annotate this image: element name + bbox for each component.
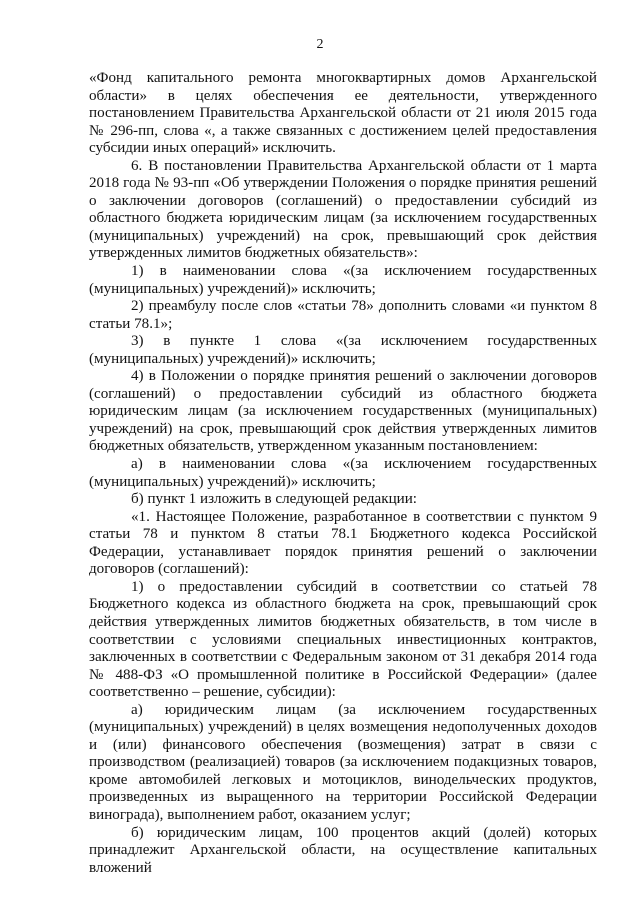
paragraph-subitem-1: 1) в наименовании слова «(за исключением государственных (муниципальных) учреждений)» исключить; bbox=[89, 263, 597, 297]
paragraph-fund-clause: «Фонд капитального ремонта многоквартирных домов Архангельской области» в целях обеспечения ее деятельности, утвержденного постановлением Правительства Архангельской области от 21 июля 2015 года № 296-пп, слова «, а также связанных с достижением целей предоставления субсидии иных операций» исключить. bbox=[89, 70, 597, 157]
document-body bbox=[89, 70, 597, 877]
paragraph-item-6: 6. В постановлении Правительства Архангельской области от 1 марта 2018 года № 93-пп «Об утверждении Положения о порядке принятия решений о заключении договоров (соглашений) о предоставлении субсидий из областного бюджета юридическим лицам (за исключением государственных (муниципальных) учреждений) на срок, превышающий срок действия утвержденных лимитов бюджетных обязательств»: bbox=[89, 157, 597, 262]
paragraph-new-point-1-1b: б) юридическим лицам, 100 процентов акций (долей) которых принадлежит Архангельской области, на осуществление капитальных вложений bbox=[89, 824, 597, 876]
paragraph-new-point-1: «1. Настоящее Положение, разработанное в соответствии с пунктом 9 статьи 78 и пунктом 8 статьи 78.1 Бюджетного кодекса Российской Федерации, устанавливает порядок принятия решений о заключении договоров (соглашений): bbox=[89, 508, 597, 578]
page-number: 2 bbox=[316, 37, 324, 52]
paragraph-subitem-4b: б) пункт 1 изложить в следующей редакции: bbox=[131, 491, 417, 508]
paragraph-subitem-3: 3) в пункте 1 слова «(за исключением государственных (муниципальных) учреждений)» исключить; bbox=[89, 333, 597, 367]
paragraph-subitem-4: 4) в Положении о порядке принятия решений о заключении договоров (соглашений) о предоставлении субсидий из областного бюджета юридическим лицам (за исключением государственных (муниципальных) учреждений) на срок, превышающий срок действия утвержденных лимитов бюджетных обязательств, утвержденном указанным постановлением: bbox=[89, 368, 597, 455]
paragraph-subitem-4a: а) в наименовании слова «(за исключением государственных (муниципальных) учреждений)» исключить; bbox=[89, 456, 597, 490]
paragraph-new-point-1-1: 1) о предоставлении субсидий в соответствии со статьей 78 Бюджетного кодекса из областного бюджета на срок, превышающий срок действия утвержденных лимитов бюджетных обязательств, в том числе в соответствии с условиями специальных инвестиционных контрактов, заключенных в соответствии с Федеральным законом от 31 декабря 2014 года № 488-ФЗ «О промышленной политике в Российской Федерации» (далее соответственно – решение, субсидии): bbox=[89, 578, 597, 701]
paragraph-subitem-2: 2) преамбулу после слов «статьи 78» дополнить словами «и пунктом 8 статьи 78.1»; bbox=[89, 298, 597, 332]
paragraph-new-point-1-1a: а) юридическим лицам (за исключением государственных (муниципальных) учреждений) в целях возмещения недополученных доходов и (или) финансового обеспечения (возмещения) затрат в связи с производством (реализацией) товаров (за исключением подакцизных товаров, кроме автомобилей легковых и мотоциклов, винодельческих продуктов, произведенных из выращенного на территории Российской Федерации винограда), выполнением работ, оказанием услуг; bbox=[89, 701, 597, 823]
